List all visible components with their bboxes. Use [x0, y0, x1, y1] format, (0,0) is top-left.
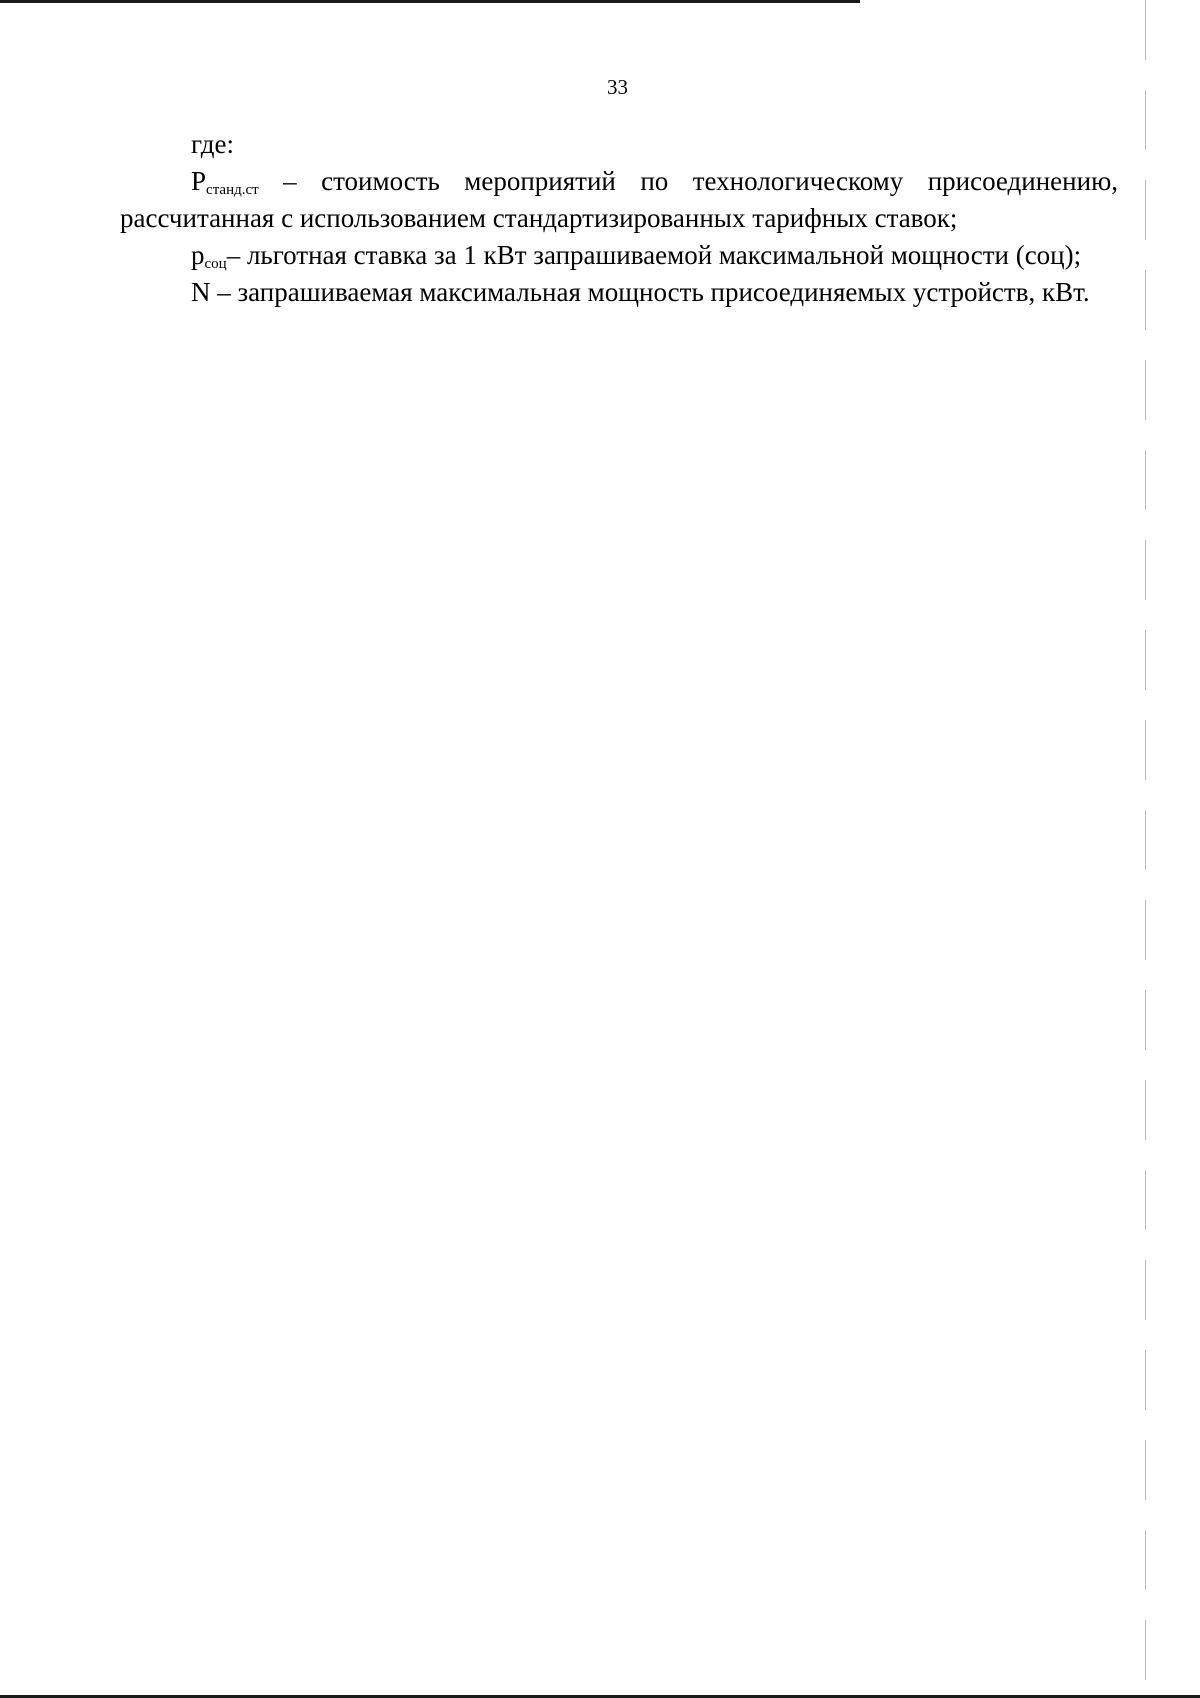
definition-text: – льготная ставка за 1 кВт запрашиваемой максимальной мощности (соц); [226, 240, 1082, 270]
scan-right-border [1145, 0, 1146, 1698]
symbol-subscript: станд.ст [206, 182, 259, 198]
symbol-main: N [191, 277, 211, 307]
document-body [120, 126, 1118, 311]
symbol-main: P [191, 166, 207, 196]
symbol-main: p [191, 240, 205, 270]
definition-text: – запрашиваемая максимальная мощность присоединяемых устройств, кВт. [210, 277, 1090, 307]
definition-p-standard [120, 163, 1118, 237]
page-number: 33 [607, 75, 628, 99]
where-label: где: [191, 129, 234, 159]
symbol-subscript: соц [204, 256, 227, 272]
definition-text: – стоимость мероприятий по технологическому присоединению, рассчитанная с использованием стандартизированных тарифных ставок; [120, 166, 1118, 233]
definition-n-power [120, 274, 1118, 311]
scan-top-border [0, 0, 860, 3]
definition-p-social [120, 237, 1118, 274]
